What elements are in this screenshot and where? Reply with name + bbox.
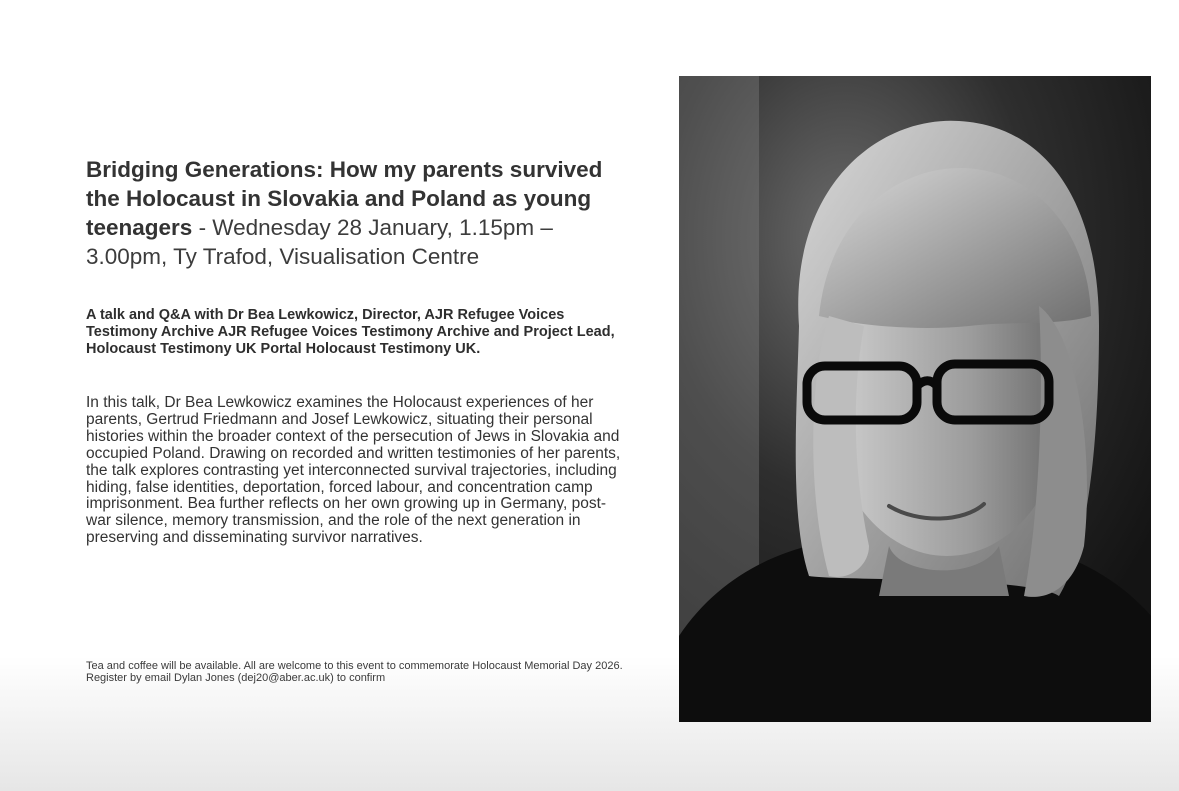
- portrait-illustration: [679, 76, 1151, 722]
- event-title-details: - Wednesday 28 January, 1.15pm – 3.00pm, Ty Trafod, Visualisation Centre: [86, 215, 553, 269]
- event-footer-note: Tea and coffee will be available. All are welcome to this event to commemorate Holocaust Memorial Day 2026. Register by email Dylan Jones (dej20@aber.ac.uk) to confirm: [86, 660, 623, 685]
- event-title: [86, 155, 631, 271]
- speaker-introduction: A talk and Q&A with Dr Bea Lewkowicz, Director, AJR Refugee Voices Testimony Archive AJR Refugee Voices Testimony Archive and Project Lead, Holocaust Testimony UK Portal Holocaust Testimony UK.: [86, 307, 615, 357]
- talk-description: In this talk, Dr Bea Lewkowicz examines the Holocaust experiences of her parents, Gertrud Friedmann and Josef Lewkowicz, situating their personal histories within the broader context of the persecution of Jews in Slovakia and occupied Poland. Drawing on recorded and written testimonies of her parents, the talk explores contrasting yet interconnected survival trajectories, including hiding, false identities, deportation, forced labour, and concentration camp imprisonment. Bea further reflects on her own growing up in Germany, post-war silence, memory transmission, and the role of the next generation in preserving and disseminating survivor narratives.: [86, 394, 621, 547]
- event-title-bold: Bridging Generations: How my parents survived the Holocaust in Slovakia and Poland as young teenagers: [86, 157, 603, 240]
- event-text-column: [86, 155, 631, 547]
- speaker-portrait: [679, 76, 1151, 722]
